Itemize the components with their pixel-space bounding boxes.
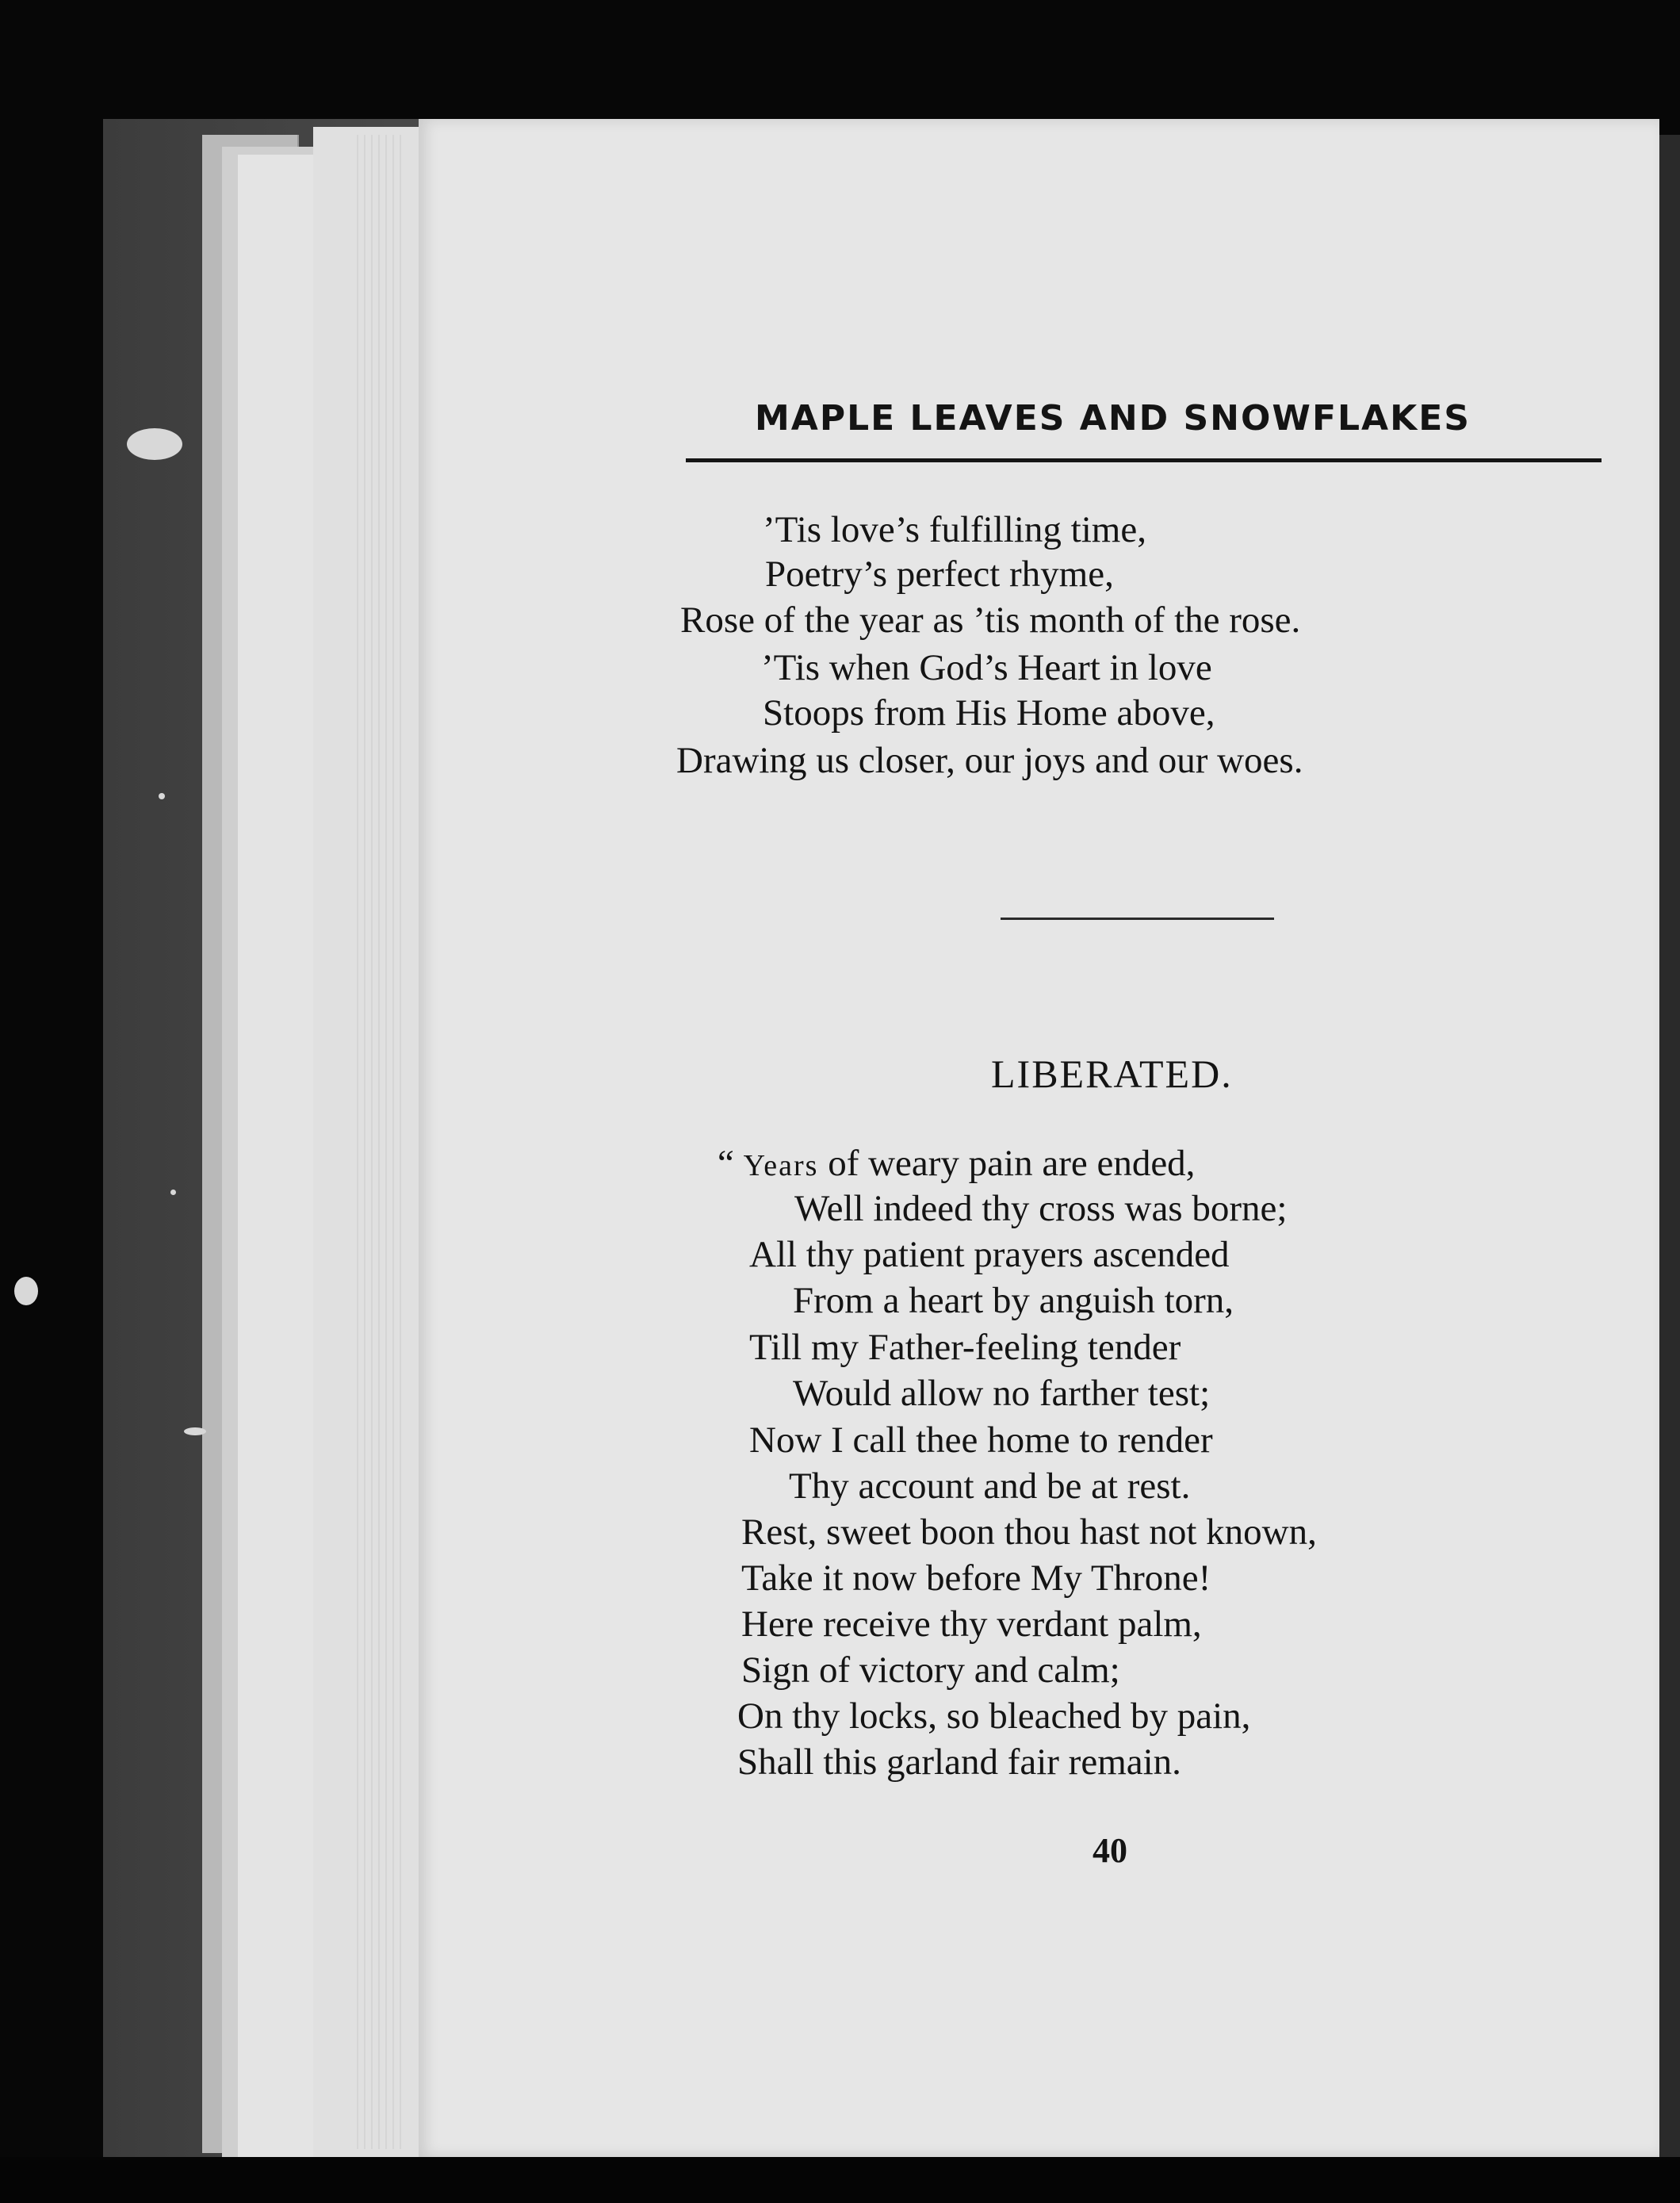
verse-line: Here receive thy verdant palm, — [741, 1603, 1202, 1645]
small-caps-word: Years — [743, 1149, 819, 1182]
dust-speck — [170, 1190, 176, 1195]
verse-line: Till my Father-feeling tender — [749, 1327, 1181, 1368]
open-quote: “ — [718, 1143, 734, 1184]
verse-line: From a heart by anguish torn, — [793, 1280, 1234, 1321]
verse-line: Shall this garland fair remain. — [737, 1741, 1181, 1783]
dust-speck — [14, 1277, 38, 1305]
verse-line: Stoops from His Home above, — [763, 692, 1215, 734]
verse-fragment: of weary pain are ended, — [818, 1143, 1196, 1184]
verse-line: Rest, sweet boon thou hast not known, — [741, 1511, 1317, 1553]
verse-line: Well indeed thy cross was borne; — [794, 1188, 1288, 1229]
header-rule — [686, 458, 1602, 462]
verse-line: On thy locks, so bleached by pain, — [737, 1695, 1251, 1737]
verse-line: All thy patient prayers ascended — [749, 1234, 1230, 1275]
verse-line: Take it now before My Throne! — [741, 1557, 1211, 1599]
verse-line: Drawing us closer, our joys and our woes. — [676, 740, 1303, 781]
page-stack-lines — [357, 135, 404, 2149]
verse-line: Rose of the year as ’tis month of the rose. — [680, 600, 1301, 641]
dust-speck — [159, 793, 165, 799]
verse-line: Poetry’s perfect rhyme, — [765, 554, 1114, 595]
verse-line: Sign of victory and calm; — [741, 1649, 1120, 1691]
dust-speck — [184, 1427, 206, 1435]
poem-title: LIBERATED. — [991, 1052, 1233, 1096]
verse-line: Would allow no farther test; — [793, 1373, 1211, 1414]
dust-speck — [127, 428, 182, 460]
page-shadow — [1659, 135, 1680, 2173]
verse-line: Now I call thee home to render — [749, 1419, 1213, 1461]
verse-line: ’Tis when God’s Heart in love — [761, 647, 1212, 688]
verse-line — [718, 1142, 1195, 1185]
scan-border — [0, 2157, 1680, 2203]
section-divider — [1001, 918, 1274, 920]
page-number: 40 — [1093, 1831, 1127, 1870]
running-head: MAPLE LEAVES AND SNOWFLAKES — [755, 398, 1471, 439]
verse-line: ’Tis love’s fulfilling time, — [763, 509, 1146, 550]
verse-line: Thy account and be at rest. — [789, 1465, 1191, 1507]
